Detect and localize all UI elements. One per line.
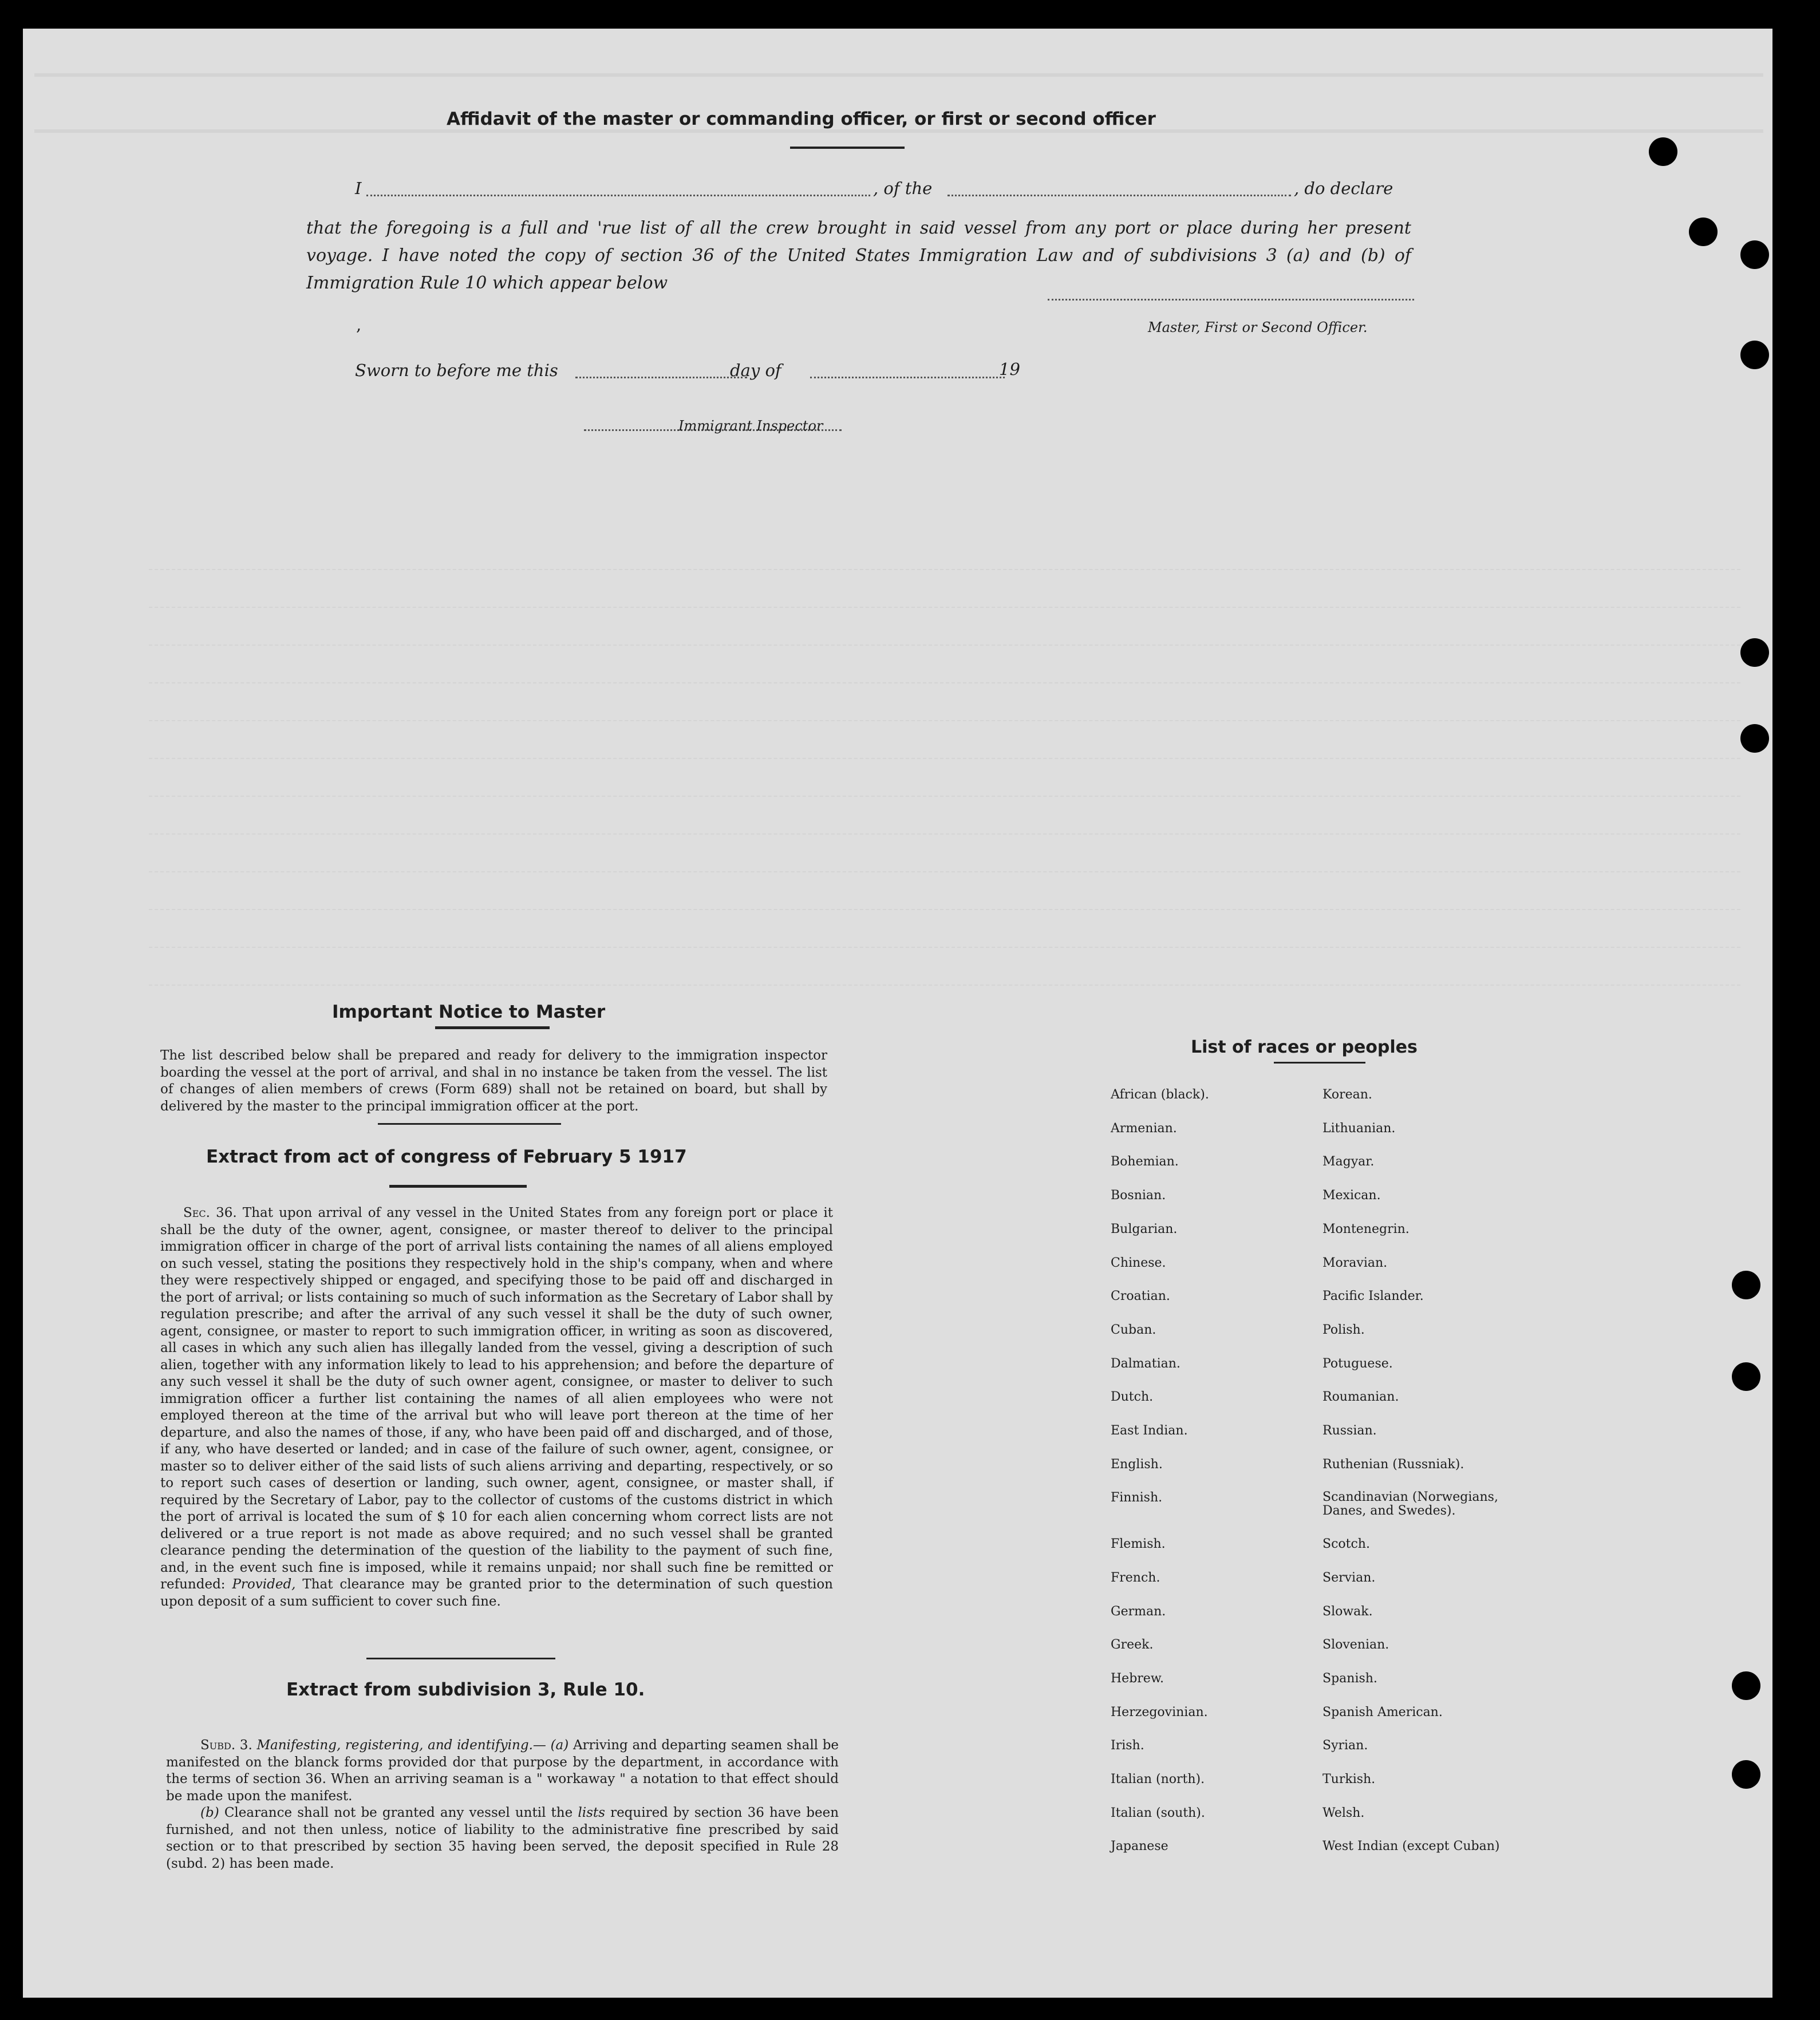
act-title-rule — [389, 1185, 527, 1188]
rule-title: Extract from subdivision 3, Rule 10. — [286, 1679, 645, 1700]
race-item: Japanese — [1111, 1839, 1168, 1854]
binder-hole — [1740, 638, 1769, 667]
act-body-tail: That clearance may be granted prior to the determination of such question upon deposit of a sum sufficient to cover such fine. — [160, 1577, 833, 1609]
subd-heading: Manifesting, registering, and identifying.— — [256, 1738, 546, 1753]
race-item: Potuguese. — [1322, 1356, 1393, 1371]
race-item: Spanish. — [1322, 1671, 1377, 1686]
race-item: West Indian (except Cuban) — [1322, 1839, 1500, 1854]
race-item: Chinese. — [1111, 1255, 1166, 1270]
bleed-through-graphic — [34, 62, 1763, 142]
race-item: Bulgarian. — [1111, 1222, 1178, 1236]
race-item: Magyar. — [1322, 1155, 1375, 1169]
race-item: East Indian. — [1111, 1424, 1188, 1438]
race-item: Italian (north). — [1111, 1772, 1205, 1786]
master-signature-blank[interactable] — [1048, 299, 1414, 301]
race-item: Montenegrin. — [1322, 1222, 1410, 1236]
sworn-label: Sworn to before me this — [355, 361, 558, 380]
race-item: Bohemian. — [1111, 1155, 1179, 1169]
binder-hole — [1740, 724, 1769, 753]
race-item: Pacific Islander. — [1322, 1289, 1424, 1304]
subd-a-body: Arriving and departing seamen shall be manifested on the blanck forms provided dor that purpose by the department, in accordance with the terms of section 36. When an arriving seaman is a " workaway " a notation to that effect should be made upon the manifest. — [166, 1738, 839, 1804]
race-item: Ruthenian (Russniak). — [1322, 1457, 1464, 1472]
affidavit-i-label: I — [355, 179, 362, 198]
race-item: Flemish. — [1111, 1537, 1166, 1552]
binder-hole — [1740, 240, 1769, 269]
race-item: Greek. — [1111, 1638, 1154, 1653]
form-sheet — [23, 29, 1772, 1998]
race-item: Servian. — [1322, 1570, 1376, 1585]
subd-a-label: (a) — [550, 1738, 569, 1753]
race-item: Welsh. — [1322, 1805, 1365, 1820]
subd-b-body-1: Clearance shall not be granted any vessel until the — [224, 1805, 573, 1820]
race-item: Russian. — [1322, 1424, 1377, 1438]
race-item: African (black). — [1111, 1088, 1209, 1102]
race-item: Slovenian. — [1322, 1638, 1389, 1653]
race-item: German. — [1111, 1604, 1166, 1619]
race-item: Finnish. — [1111, 1491, 1163, 1505]
race-item: Scandinavian (Norwegians, Danes, and Swedes). — [1322, 1490, 1498, 1519]
notice-body: The list described below shall be prepared and ready for delivery to the immigration inspector boarding the vessel at the port of arrival, and shal in no instance be taken from the vessel. The list of changes of alien members of crews (Form 689) shall not be retained on board, but shall by delivered by the master to the principal immigration officer at the port. — [160, 1048, 827, 1114]
race-item: Spanish American. — [1322, 1705, 1443, 1719]
race-item: Roumanian. — [1322, 1390, 1399, 1405]
affidavit-title-rule — [790, 147, 905, 149]
subd-label: Subd. 3. — [200, 1738, 252, 1753]
binder-hole — [1740, 341, 1769, 369]
act-section-label: Sec. 36. — [183, 1205, 237, 1220]
bleed-through-rows — [149, 532, 1740, 986]
year-label: 19 — [999, 359, 1020, 379]
subd-b-lists: lists — [578, 1805, 605, 1820]
vessel-blank[interactable] — [947, 195, 1291, 196]
subd-b-label: (b) — [200, 1805, 219, 1820]
act-top-rule — [378, 1123, 561, 1125]
binder-hole — [1649, 137, 1677, 166]
rule-top-rule — [366, 1658, 555, 1659]
race-item: Hebrew. — [1111, 1671, 1164, 1686]
race-item: Bosnian. — [1111, 1188, 1166, 1203]
race-item: Armenian. — [1111, 1121, 1177, 1136]
notice-title-rule — [435, 1026, 550, 1029]
race-item: French. — [1111, 1570, 1160, 1585]
race-item: Herzegovinian. — [1111, 1705, 1208, 1719]
race-item: Slowak. — [1322, 1604, 1373, 1619]
subd-b-body-2: required by section 36 have been furnished, and not then unless, notice of liability to the administrative fine prescribed by said section or to that prescribed by section 35 having been served, the deposit specified in Rule 28 (subd. 2) has been made. — [166, 1805, 839, 1871]
race-item: Irish. — [1111, 1738, 1144, 1753]
races-title: List of races or peoples — [1191, 1037, 1418, 1057]
act-provided-label: Provided, — [232, 1577, 296, 1592]
notice-title: Important Notice to Master — [332, 1002, 606, 1022]
race-item: Moravian. — [1322, 1255, 1388, 1270]
race-item: Polish. — [1322, 1322, 1365, 1337]
race-item: Croatian. — [1111, 1289, 1170, 1304]
race-item: Turkish. — [1322, 1772, 1376, 1786]
master-signature-label: Master, First or Second Officer. — [1148, 319, 1368, 335]
act-body-text: That upon arrival of any vessel in the United States from any foreign port or place it shall be the duty of the owner, agent, consignee, or master thereof to deliver to the principal immigration officer in charge of the port of arrival lists containing the names of all aliens employed on such vessel, stating the positions they respectively hold in the ship's company, when and where they were respectively shipped or engaged, and specifying those to be paid off and discharged in the port of arrival; or lists containing so much of such information as the Secretary of Labor shall by regulation prescribe; and after the arrival of any such vessel it shall be the duty of such owner, agent, consignee, or master to report to such immigration officer, in writing as soon as discovered, all cases in which any such alien has illegally landed from the vessel, giving a description of such alien, together with any information likely to lead to his apprehension; and before the departure of any such vessel it shall be the duty of such owner agent, consignee, or master to deliver to such immigration officer a further list containing the names of all alien employees who were not employed thereon at the time of the arrival but who will leave port thereon at the time of her departure, and also the names of those, if any, who have been paid off and discharged, and of those, if any, who have deserted or landed; and in case of the failure of such owner, agent, consignee, or master so to deliver either of the said lists of such aliens arriving and departing, respectively, or so to report such cases of desertion or landing, such owner, agent, consignee, or master shall, if required by the Secretary of Labor, pay to the collector of customs of the customs district in which the port of arrival is located the sum of $ 10 for each alien concerning whom correct lists are not delivered or a true report is not made as above required; and no such vessel shall be granted clearance pending the determination of the question of the liability to the payment of such fine, and, in the event such fine is imposed, while it remains unpaid; nor shall such fine be remitted or refunded: — [160, 1205, 833, 1592]
comma-mark: , — [356, 315, 362, 334]
affidavit-body: that the foregoing is a full and 'rue list of all the crew brought in said vessel from any port or place during her present voyage. I have noted the copy of section 36 of the United States Immigration Law and of subdivisions 3 (a) and (b) of Immigration Rule 10 which appear below — [306, 218, 1411, 293]
race-item: Cuban. — [1111, 1322, 1156, 1337]
binder-hole — [1732, 1362, 1760, 1391]
binder-hole — [1732, 1671, 1760, 1700]
race-item: English. — [1111, 1457, 1163, 1472]
sworn-day-blank[interactable] — [575, 377, 747, 378]
binder-hole — [1689, 218, 1718, 246]
binder-hole — [1732, 1760, 1760, 1789]
races-title-rule — [1274, 1062, 1365, 1064]
inspector-label: Immigrant Inspector — [678, 418, 823, 434]
act-body — [160, 1205, 833, 1610]
race-item: Dutch. — [1111, 1390, 1154, 1405]
race-item: Scotch. — [1322, 1537, 1370, 1552]
binder-hole — [1732, 1271, 1760, 1299]
act-title: Extract from act of congress of February 5 1917 — [206, 1147, 687, 1167]
race-item: Italian (south). — [1111, 1805, 1205, 1820]
rule-body — [166, 1737, 839, 1872]
race-item: Dalmatian. — [1111, 1356, 1181, 1371]
race-item: Mexican. — [1322, 1188, 1381, 1203]
race-item: Syrian. — [1322, 1738, 1368, 1753]
race-item: Korean. — [1322, 1088, 1372, 1102]
day-of-label: day of — [730, 361, 781, 380]
affidavit-declare-label: , do declare — [1294, 179, 1393, 198]
race-item: Lithuanian. — [1322, 1121, 1396, 1136]
affidavit-title: Affidavit of the master or commanding officer, or first or second officer — [447, 109, 1156, 129]
affidavit-of-the-label: , of the — [873, 179, 933, 198]
name-blank[interactable] — [366, 195, 870, 196]
sworn-month-blank[interactable] — [810, 377, 1005, 378]
